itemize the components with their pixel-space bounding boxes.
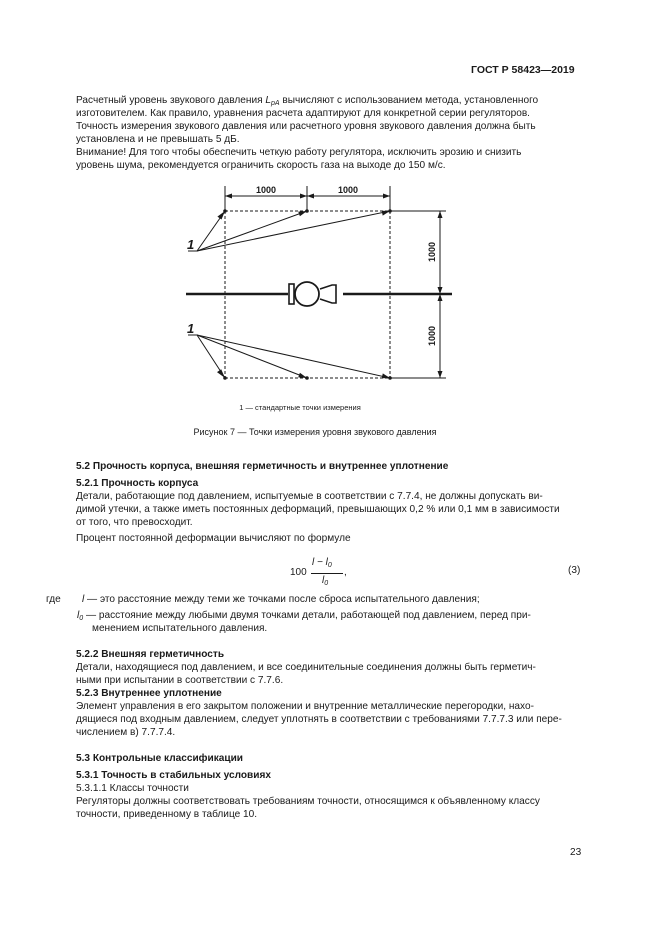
s522-line2: ными при испытании в соответствии с 7.7.6. — [76, 675, 284, 686]
section-5-3-1-title: 5.3.1 Точность в стабильных условиях — [76, 770, 271, 781]
formula-numerator-sub: 0 — [327, 562, 332, 569]
where-2-text: — расстояние между любыми двумя точками детали, работающей под давлением, перед при- — [83, 610, 531, 621]
dim-arrow-h4 — [383, 194, 390, 199]
symbol-L: L — [265, 95, 271, 106]
section-5-3-1-1-title: 5.3.1.1 Классы точности — [76, 783, 189, 794]
s523-line3: числением в) 7.7.7.4. — [76, 727, 176, 738]
intro-p3-line2: уровень шума, рекомендуется ограничить скорость газа на выходе до 150 м/с. — [76, 160, 446, 171]
formula-denominator-text: l — [322, 575, 325, 586]
formula-denominator — [322, 575, 328, 586]
regulator-flange-left — [289, 284, 294, 304]
intro-paragraph-1 — [76, 94, 538, 108]
where-word: где — [46, 594, 61, 605]
section-5-2-2-title: 5.2.2 Внешняя герметичность — [76, 649, 225, 660]
figure-caption: Рисунок 7 — Точки измерения уровня звукового давления — [193, 427, 437, 437]
intro-p2-line1: Точность измерения звукового давления или расчетного уровня звукового давления должна быть — [76, 121, 536, 132]
leader-lower-2 — [197, 335, 307, 378]
s521-line2: димой утечки, а также иметь постоянных деформаций, превышающих 0,2 % или 0,1 мм в зависимости — [76, 504, 560, 515]
figure-legend: 1 — стандартные точки измерения — [239, 403, 361, 412]
dim-arrow-h3 — [307, 194, 314, 199]
measurement-point — [305, 376, 309, 380]
symbol-L-subscript: pA — [270, 100, 280, 107]
intro-p1-line2: изготовителем. Как правило, уравнения расчета адаптируют для конкретной серии регуляторов. — [76, 108, 530, 119]
page-number: 23 — [570, 847, 582, 858]
dim-label-right-lower: 1000 — [427, 325, 437, 347]
measurement-point — [305, 209, 309, 213]
section-5-2-1-title: 5.2.1 Прочность корпуса — [76, 478, 199, 489]
regulator-body — [295, 282, 319, 306]
measurement-point — [388, 376, 392, 380]
where-2-subscript: 0 — [79, 615, 84, 622]
where-item-1 — [82, 593, 480, 607]
dim-label-right-upper: 1000 — [427, 241, 437, 263]
formula-denominator-sub: 0 — [324, 580, 329, 587]
formula-numerator — [312, 557, 332, 568]
intro-p1-text-a: Расчетный уровень звукового давления — [76, 95, 266, 106]
where-1-symbol: l — [82, 594, 85, 605]
callout-label-lower: 1 — [187, 321, 195, 336]
measurement-point — [223, 376, 227, 380]
where-item-2 — [77, 609, 531, 623]
dim-label-top-left: 1000 — [255, 185, 277, 195]
formula-numerator-text: l − l — [312, 557, 328, 568]
dim-arrow-v4 — [438, 371, 443, 378]
callout-label-upper: 1 — [187, 237, 195, 252]
section-5-2-title: 5.2 Прочность корпуса, внешняя герметичность и внутреннее уплотнение — [76, 461, 449, 472]
dim-arrow-v1 — [438, 211, 443, 218]
section-5-2-3-title: 5.2.3 Внутреннее уплотнение — [76, 688, 222, 699]
intro-p2-line2: установлена и не превышать 5 дБ. — [76, 134, 240, 145]
s523-line2: дящиеся под входным давлением, следует уплотнять в соответствии с требованиями 7.7.7.3 или пере- — [76, 714, 562, 725]
leader-upper-3 — [197, 211, 390, 251]
formula-coefficient: 100 — [290, 567, 307, 578]
figure-measurement-points — [0, 178, 661, 388]
s523-line1: Элемент управления в его закрытом положении и внутренние металлические перегородки, нахо- — [76, 701, 534, 712]
formula-intro: Процент постоянной деформации вычисляют по формуле — [76, 533, 351, 544]
regulator-outlet-cone — [320, 285, 336, 303]
formula-3 — [290, 556, 370, 592]
s521-line1: Детали, работающие под давлением, испытуемые в соответствии с 7.7.4, не должны допускать ви- — [76, 491, 543, 502]
dim-label-top-right: 1000 — [337, 185, 359, 195]
where-2-symbol: l — [77, 610, 80, 621]
where-1-text: — это расстояние между теми же точками после сброса испытательного давления; — [84, 594, 480, 605]
measurement-point — [388, 209, 392, 213]
leader-lower-3 — [197, 335, 390, 378]
formula-fraction-bar — [311, 573, 343, 574]
formula-number: (3) — [568, 565, 581, 576]
s522-line1: Детали, находящиеся под давлением, и все соединительные соединения должны быть герметич- — [76, 662, 536, 673]
dim-arrow-h1 — [225, 194, 232, 199]
s521-line3: от того, что превосходит. — [76, 517, 193, 528]
leader-upper-2 — [197, 211, 307, 251]
s53-line2: точности, приведенному в таблице 10. — [76, 809, 258, 820]
intro-p1-text-b: вычисляют с использованием метода, установленного — [279, 95, 539, 106]
where-item-2-line2: менением испытательного давления. — [92, 623, 268, 634]
formula-comma: , — [344, 567, 347, 578]
document-standard-code: ГОСТ Р 58423—2019 — [471, 64, 575, 76]
dim-arrow-h2 — [300, 194, 307, 199]
s53-line1: Регуляторы должны соответствовать требованиям точности, относящимся к объявленному классу — [76, 796, 540, 807]
measurement-point — [223, 209, 227, 213]
intro-p3-line1: Внимание! Для того чтобы обеспечить четкую работу регулятора, исключить эрозию и снизить — [76, 147, 522, 158]
section-5-3-title: 5.3 Контрольные классификации — [76, 753, 243, 764]
